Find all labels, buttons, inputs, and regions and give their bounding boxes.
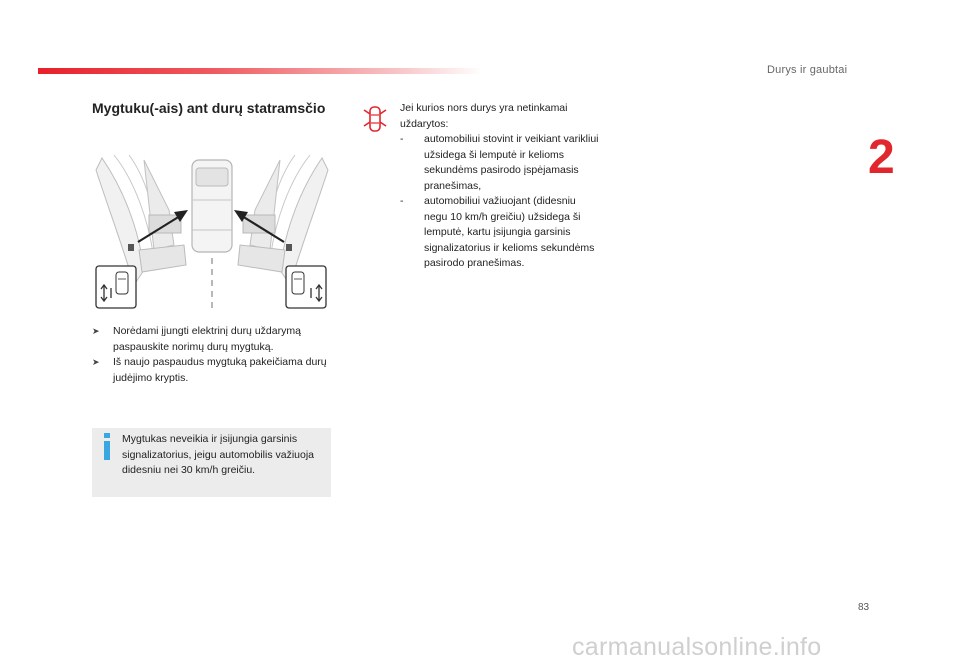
sliding-door-buttons-illustration: [94, 150, 330, 315]
header-accent-bar: [38, 68, 483, 74]
dash-bullet: -: [400, 195, 404, 207]
list-item: [92, 355, 337, 386]
instructions-list: [92, 324, 337, 386]
door-open-warning-icon: [362, 104, 388, 134]
warning-intro: Jei kurios nors durys yra netinkamai uždarytos:: [400, 102, 568, 130]
list-item: [92, 324, 337, 355]
info-icon: [102, 431, 112, 461]
info-note-box: [92, 428, 331, 497]
watermark: carmanualsonline.info: [572, 633, 822, 661]
chapter-number: 2: [868, 131, 895, 184]
instruction-text: Norėdami įjungti elektrinį durų uždarymą paspauskite norimų durų mygtuką.: [113, 325, 301, 353]
instruction-text: Iš naujo paspaudus mygtuką pakeičiama durų judėjimo kryptis.: [113, 356, 327, 384]
page-number: 83: [858, 602, 870, 613]
list-item: [400, 132, 600, 194]
warning-item-text: automobiliui važiuojant (didesniu negu 10 km/h greičiu) užsidega ši lemputė, kartu įsijungia garsinis signalizatorius ir kelioms sekundėms pasirodo pranešimas.: [424, 195, 595, 269]
warning-text-block: [400, 101, 600, 272]
arrow-bullet-icon: ➤: [92, 326, 100, 336]
warning-item-text: automobiliui stovint ir veikiant varikliui užsidega ši lemputė ir kelioms sekundėms pasirodo įspėjamasis pranešimas,: [424, 133, 599, 192]
list-item: [400, 194, 600, 272]
info-note-text: Mygtukas neveikia ir įsijungia garsinis signalizatorius, jeigu automobilis važiuoja didesniu nei 30 km/h greičiu.: [122, 433, 315, 476]
dash-bullet: -: [400, 133, 404, 145]
arrow-bullet-icon: ➤: [92, 357, 100, 367]
page-title: Mygtuku(-ais) ant durų statramsčio: [92, 100, 326, 116]
section-title: Durys ir gaubtai: [767, 64, 848, 76]
